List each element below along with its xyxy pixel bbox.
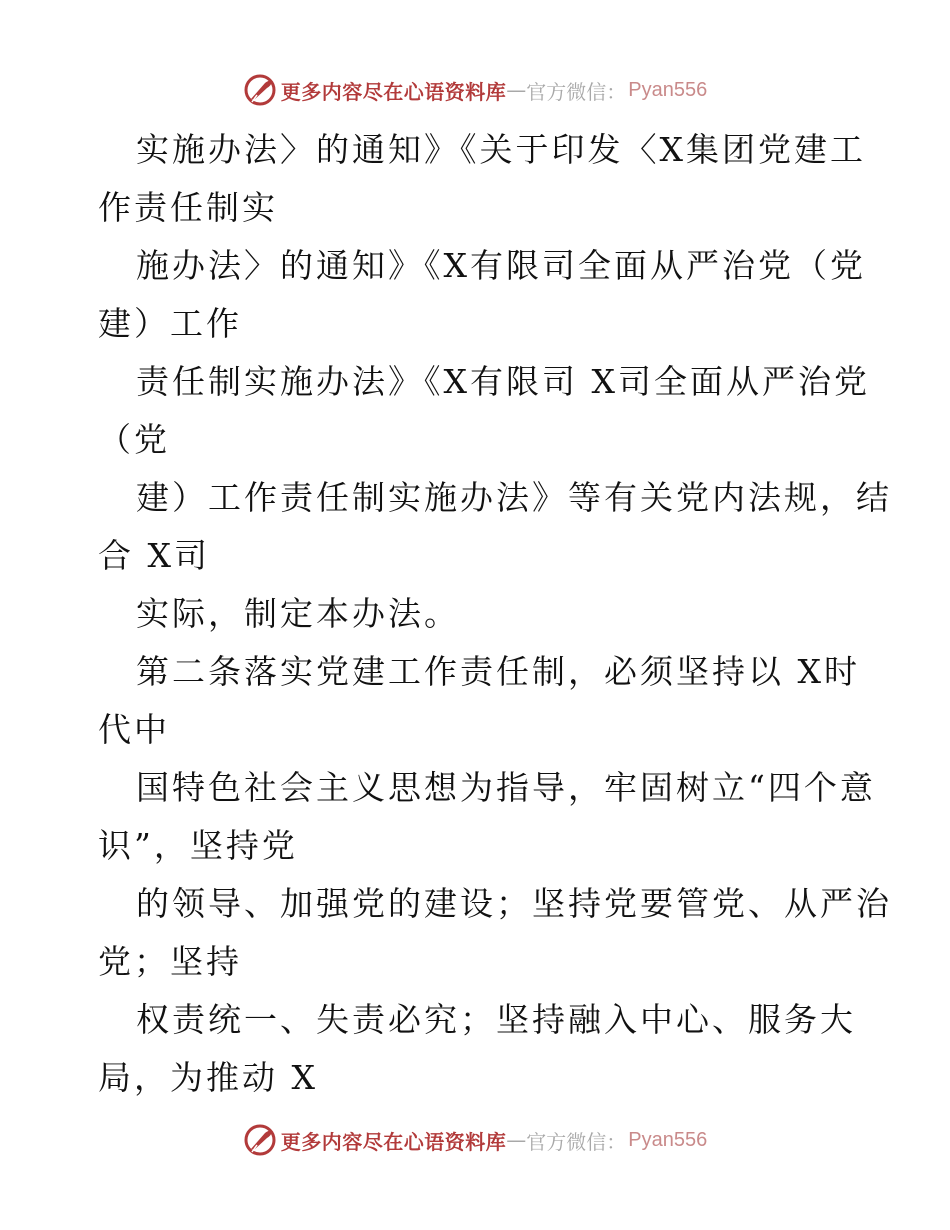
header-banner-text: 更多内容尽在心语资料库 — [280, 79, 507, 104]
footer-wechat-id: Pyan556 — [628, 1128, 708, 1151]
body-line: （党 — [98, 420, 170, 459]
header-wechat-label: 官方微信： — [526, 79, 627, 104]
body-line: 实际，制定本办法。 — [136, 594, 460, 633]
header-wechat-id: Pyan556 — [628, 78, 708, 101]
body-line: 识”，坚持党 — [98, 826, 298, 865]
header-banner-dash: — — [506, 78, 527, 102]
body-line: 的领导、加强党的建设；坚持党要管党、从严治 — [136, 884, 892, 923]
body-line: 责任制实施办法》《X有限司 X司全面从严治党 — [136, 362, 870, 401]
body-line: 党；坚持 — [98, 942, 242, 981]
footer-wechat-label: 官方微信： — [526, 1129, 627, 1154]
body-line: 建）工作 — [98, 304, 242, 343]
footer-banner-dash: — — [506, 1128, 527, 1152]
quill-pen-logo-icon — [243, 1123, 277, 1157]
body-line: 第二条落实党建工作责任制，必须坚持以 X时 — [136, 652, 860, 691]
body-line: 建）工作责任制实施办法》等有关党内法规，结 — [136, 478, 892, 517]
body-line: 权责统一、失责必究；坚持融入中心、服务大 — [136, 1000, 856, 1039]
body-line: 作责任制实 — [98, 188, 278, 227]
footer-banner — [0, 1118, 950, 1162]
body-line: 国特色社会主义思想为指导，牢固树立“四个意 — [136, 768, 876, 807]
body-line: 合 X司 — [98, 536, 210, 575]
body-line: 施办法〉的通知》《X有限司全面从严治党（党 — [136, 246, 866, 285]
body-line: 实施办法〉的通知》《关于印发〈X集团党建工 — [136, 130, 866, 169]
body-line: 代中 — [98, 710, 170, 749]
body-line: 局，为推动 X — [98, 1058, 318, 1097]
footer-banner-text: 更多内容尽在心语资料库 — [280, 1129, 507, 1154]
